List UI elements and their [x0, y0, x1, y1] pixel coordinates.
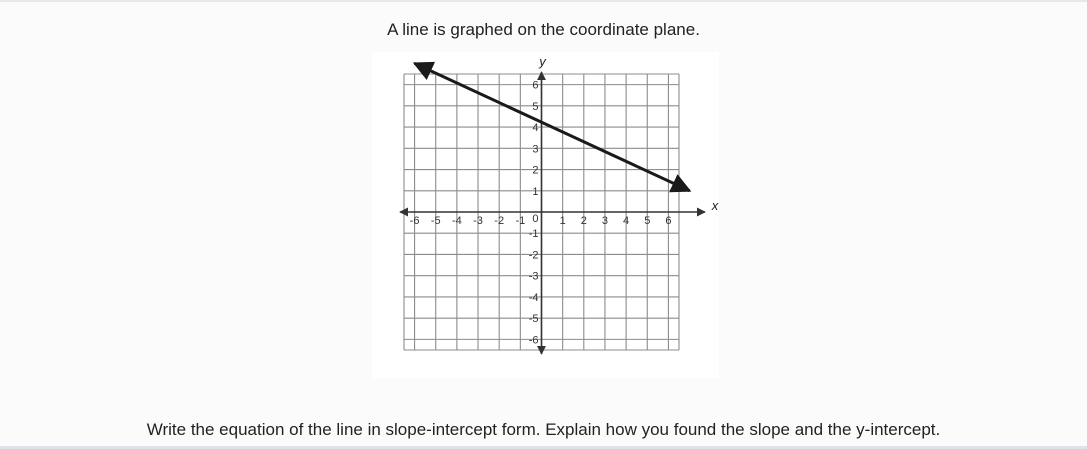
question-intro: A line is graphed on the coordinate plane. [387, 20, 700, 39]
y-tick-label: -3 [528, 270, 539, 283]
y-tick-label: 2 [532, 164, 539, 177]
x-tick-label: 5 [644, 215, 651, 227]
coordinate-plane [372, 52, 719, 378]
y-tick-label: 6 [532, 79, 539, 92]
tick-labels [410, 80, 672, 347]
coordinate-plane-figure [372, 52, 719, 378]
y-tick-label: -4 [528, 291, 539, 304]
y-tick-label: 1 [532, 185, 539, 198]
y-axis-label: y [539, 54, 546, 69]
x-tick-label: -6 [409, 215, 420, 227]
y-tick-label: 5 [532, 100, 539, 113]
x-tick-label: 1 [559, 215, 566, 227]
y-tick-label: -1 [528, 228, 539, 241]
y-tick-label: 4 [532, 122, 539, 135]
y-tick-label: -6 [528, 334, 539, 347]
y-tick-label: -5 [528, 313, 539, 326]
x-tick-label: 3 [601, 215, 609, 227]
top-divider [0, 0, 1087, 2]
y-tick-label: 3 [532, 143, 539, 156]
x-axis-label: x [711, 198, 719, 213]
axes [400, 54, 719, 354]
x-tick-label: 4 [623, 215, 630, 227]
origin-label: 0 [532, 213, 539, 225]
x-tick-label: -3 [473, 215, 483, 227]
x-tick-label: -4 [451, 215, 462, 227]
x-tick-label: 6 [665, 215, 672, 227]
question-prompt: Write the equation of the line in slope-intercept form. Explain how you found the slope and the y-intercept. [146, 420, 941, 439]
x-tick-label: -1 [515, 215, 526, 227]
y-tick-label: -2 [528, 249, 539, 262]
x-tick-label: -5 [430, 215, 441, 227]
x-tick-label: 2 [580, 215, 587, 227]
x-tick-label: -2 [494, 215, 505, 227]
